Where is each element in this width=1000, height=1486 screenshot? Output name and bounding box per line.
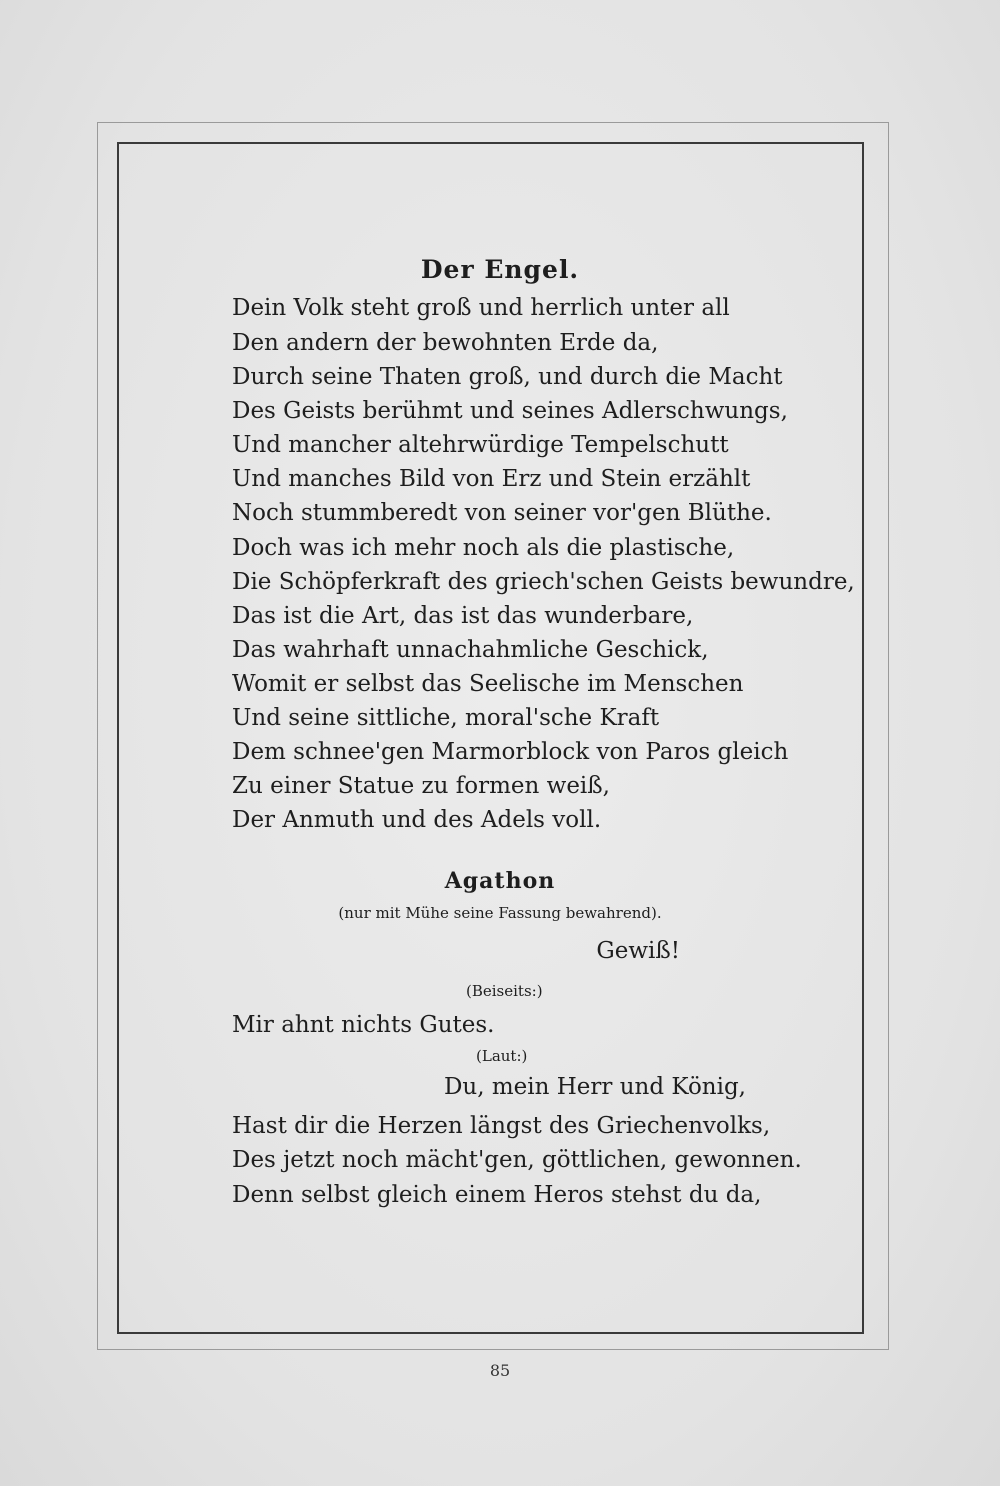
stage-direction-beiseits: (Beiseits:)	[466, 982, 543, 1000]
verse-line: Womit er selbst das Seelische im Menschen	[232, 671, 744, 697]
verse-line: Durch seine Thaten groß, und durch die Macht	[232, 364, 783, 390]
verse-line-aside: Mir ahnt nichts Gutes.	[232, 1012, 495, 1038]
verse-line: Des jetzt noch mächt'gen, göttlichen, gewonnen.	[232, 1147, 802, 1173]
verse-line: Dein Volk steht groß und herrlich unter all	[232, 295, 730, 321]
verse-line: Zu einer Statue zu formen weiß,	[232, 773, 610, 799]
verse-line: Und mancher altehrwürdige Tempelschutt	[232, 432, 729, 458]
page-number: 85	[489, 1361, 511, 1380]
verse-line: Und manches Bild von Erz und Stein erzählt	[232, 466, 751, 492]
verse-line: Dem schnee'gen Marmorblock von Paros gleich	[232, 739, 789, 765]
verse-line: Hast dir die Herzen längst des Griechenvolks,	[232, 1113, 771, 1139]
verse-line: Die Schöpferkraft des griech'schen Geists bewundre,	[232, 569, 855, 595]
verse-line: Der Anmuth und des Adels voll.	[232, 807, 602, 833]
verse-line: Das wahrhaft unnachahmliche Geschick,	[232, 637, 709, 663]
verse-line: Das ist die Art, das ist das wunderbare,	[232, 603, 694, 629]
verse-line: Den andern der bewohnten Erde da,	[232, 330, 659, 356]
verse-line: Des Geists berühmt und seines Adlerschwungs,	[232, 398, 788, 424]
stage-direction: (nur mit Mühe seine Fassung bewahrend).	[338, 904, 662, 922]
verse-line-du: Du, mein Herr und König,	[443, 1074, 746, 1100]
verse-line: Denn selbst gleich einem Heros stehst du da,	[232, 1182, 762, 1208]
stage-direction-laut: (Laut:)	[476, 1047, 528, 1065]
verse-line-gewiss: Gewiß!	[596, 938, 680, 964]
verse-line: Doch was ich mehr noch als die plastische,	[232, 535, 735, 561]
verse-line: Und seine sittliche, moral'sche Kraft	[232, 705, 660, 731]
verse-line: Noch stummberedt von seiner vor'gen Blüthe.	[232, 500, 772, 526]
speaker-name-engel: Der Engel.	[420, 255, 580, 284]
speaker-name-agathon: Agathon	[444, 868, 556, 894]
